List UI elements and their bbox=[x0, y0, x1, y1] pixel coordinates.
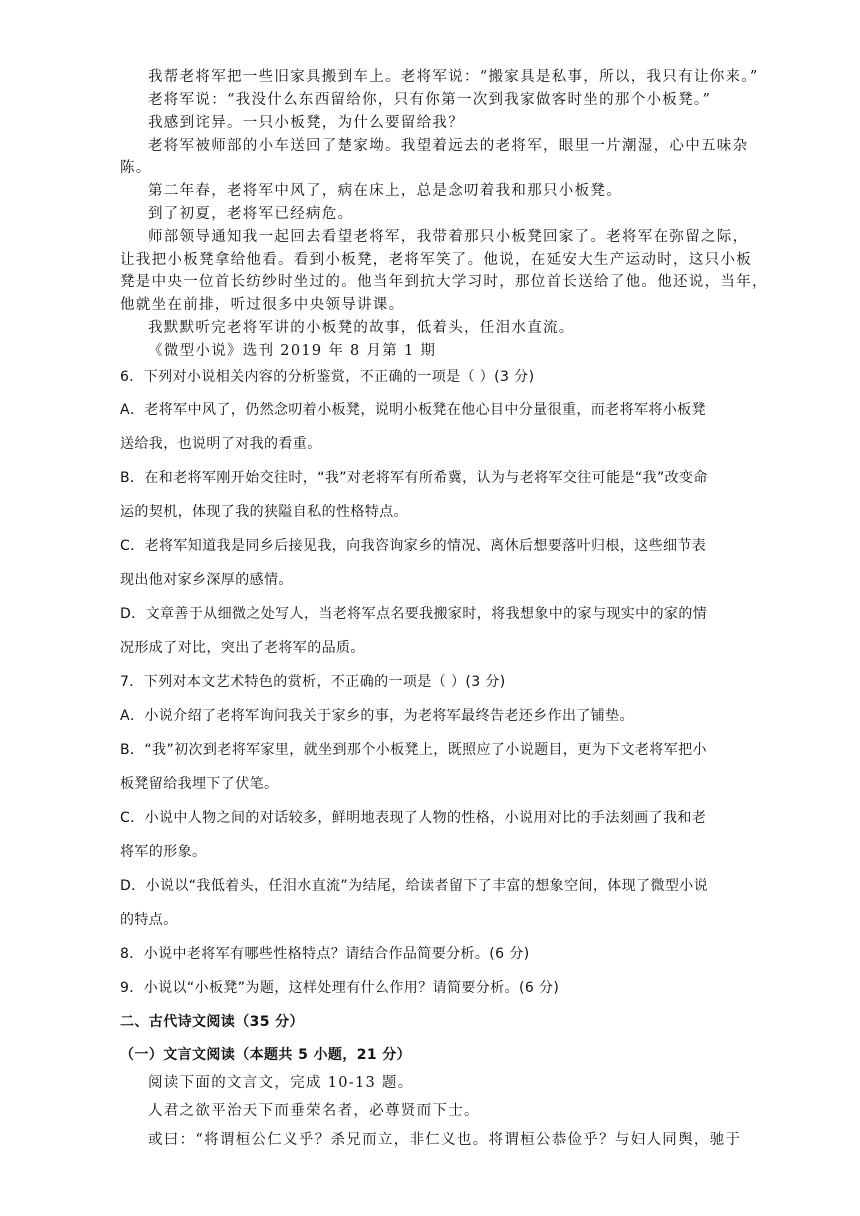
passage-line: 凳是中央一位首长纺纱时坐过的。他当年到抗大学习时，那位首长送给了他。他还说，当年， bbox=[120, 274, 768, 290]
option-line: D．小说以“我低着头，任泪水直流”为结尾，给读者留下了丰富的想象空间，体现了微型小说 bbox=[120, 878, 709, 894]
passage-line: 阅读下面的文言文，完成 10-13 题。 bbox=[148, 1075, 414, 1091]
question-7: 7．下列对本文艺术特色的赏析，不正确的一项是（ ）(3 分) bbox=[120, 674, 506, 690]
section-title: 二、古代诗文阅读（35 分） bbox=[120, 1014, 304, 1030]
option-line: A．小说介绍了老将军询问我关于家乡的事，为老将军最终告老还乡作出了铺垫。 bbox=[120, 708, 634, 724]
option-line: B．“我”初次到老将军家里，就坐到那个小板凳上，既照应了小说题目，更为下文老将军把小 bbox=[120, 742, 707, 758]
passage-line: 我默默听完老将军讲的小板凳的故事，低着头，任泪水直流。 bbox=[148, 320, 575, 336]
passage-line: 我感到诧异。一只小板凳，为什么要留给我？ bbox=[148, 115, 464, 131]
option-line: 送给我，也说明了对我的看重。 bbox=[120, 436, 322, 452]
question-9: 9．小说以“小板凳”为题，这样处理有什么作用？请简要分析。(6 分) bbox=[120, 980, 560, 996]
passage-line: 陈。 bbox=[120, 160, 152, 176]
option-line: 将军的形象。 bbox=[120, 844, 207, 860]
option-line: 现出他对家乡深厚的感情。 bbox=[120, 572, 293, 588]
option-line: B．在和老将军刚开始交往时，“我”对老将军有所希冀，认为与老将军交往可能是“我”改变命 bbox=[120, 470, 708, 486]
section-subtitle: （一）文言文阅读（本题共 5 小题，21 分） bbox=[120, 1047, 412, 1063]
passage-line: 他就坐在前排，听过很多中央领导讲课。 bbox=[120, 297, 405, 313]
option-line: C．老将军知道我是同乡后接见我，向我咨询家乡的情况、离休后想要落叶归根，这些细节表 bbox=[120, 538, 707, 554]
passage-line: 或曰：“将谓桓公仁义乎？杀兄而立，非仁义也。将谓桓公恭俭乎？与妇人同舆，驰于 bbox=[148, 1132, 742, 1148]
question-8: 8．小说中老将军有哪些性格特点？请结合作品简要分析。(6 分) bbox=[120, 946, 530, 962]
passage-line: 到了初夏，老将军已经病危。 bbox=[148, 206, 354, 222]
passage-line: 师部领导通知我一起回去看望老将军，我带着那只小板凳回家了。老将军在弥留之际， bbox=[148, 229, 749, 245]
option-line: 的特点。 bbox=[120, 912, 178, 928]
passage-source: 《微型小说》选刊 2019 年 8 月第 1 期 bbox=[148, 343, 437, 359]
passage-line: 第二年春，老将军中风了，病在床上，总是念叨着我和那只小板凳。 bbox=[148, 183, 622, 199]
passage-line: 让我把小板凳拿给他看。看到小板凳，老将军笑了。他说，在延安大生产运动时，这只小板 bbox=[120, 252, 752, 268]
passage-line: 老将军被师部的小车送回了楚家坳。我望着远去的老将军，眼里一片潮湿，心中五味杂 bbox=[148, 138, 749, 154]
option-line: D．文章善于从细微之处写人，当老将军点名要我搬家时，将我想象中的家与现实中的家的情 bbox=[120, 606, 708, 622]
option-line: A．老将军中风了，仍然念叨着小板凳，说明小板凳在他心目中分量很重，而老将军将小板凳 bbox=[120, 402, 706, 418]
option-line: C．小说中人物之间的对话较多，鲜明地表现了人物的性格，小说用对比的手法刻画了我和老 bbox=[120, 810, 707, 826]
question-6: 6．下列对小说相关内容的分析鉴赏，不正确的一项是（ ）(3 分) bbox=[120, 369, 535, 385]
option-line: 况形成了对比，突出了老将军的品质。 bbox=[120, 640, 365, 656]
passage-line: 老将军说：“我没什么东西留给你，只有你第一次到我家做客时坐的那个小板凳。” bbox=[148, 92, 712, 108]
passage-line: 人君之欲平治天下而垂荣名者，必尊贤而下士。 bbox=[148, 1103, 480, 1119]
option-line: 板凳留给我埋下了伏笔。 bbox=[120, 776, 279, 792]
option-line: 运的契机，体现了我的狭隘自私的性格特点。 bbox=[120, 504, 408, 520]
passage-line: 我帮老将军把一些旧家具搬到车上。老将军说：“搬家具是私事，所以，我只有让你来。” bbox=[148, 69, 759, 85]
